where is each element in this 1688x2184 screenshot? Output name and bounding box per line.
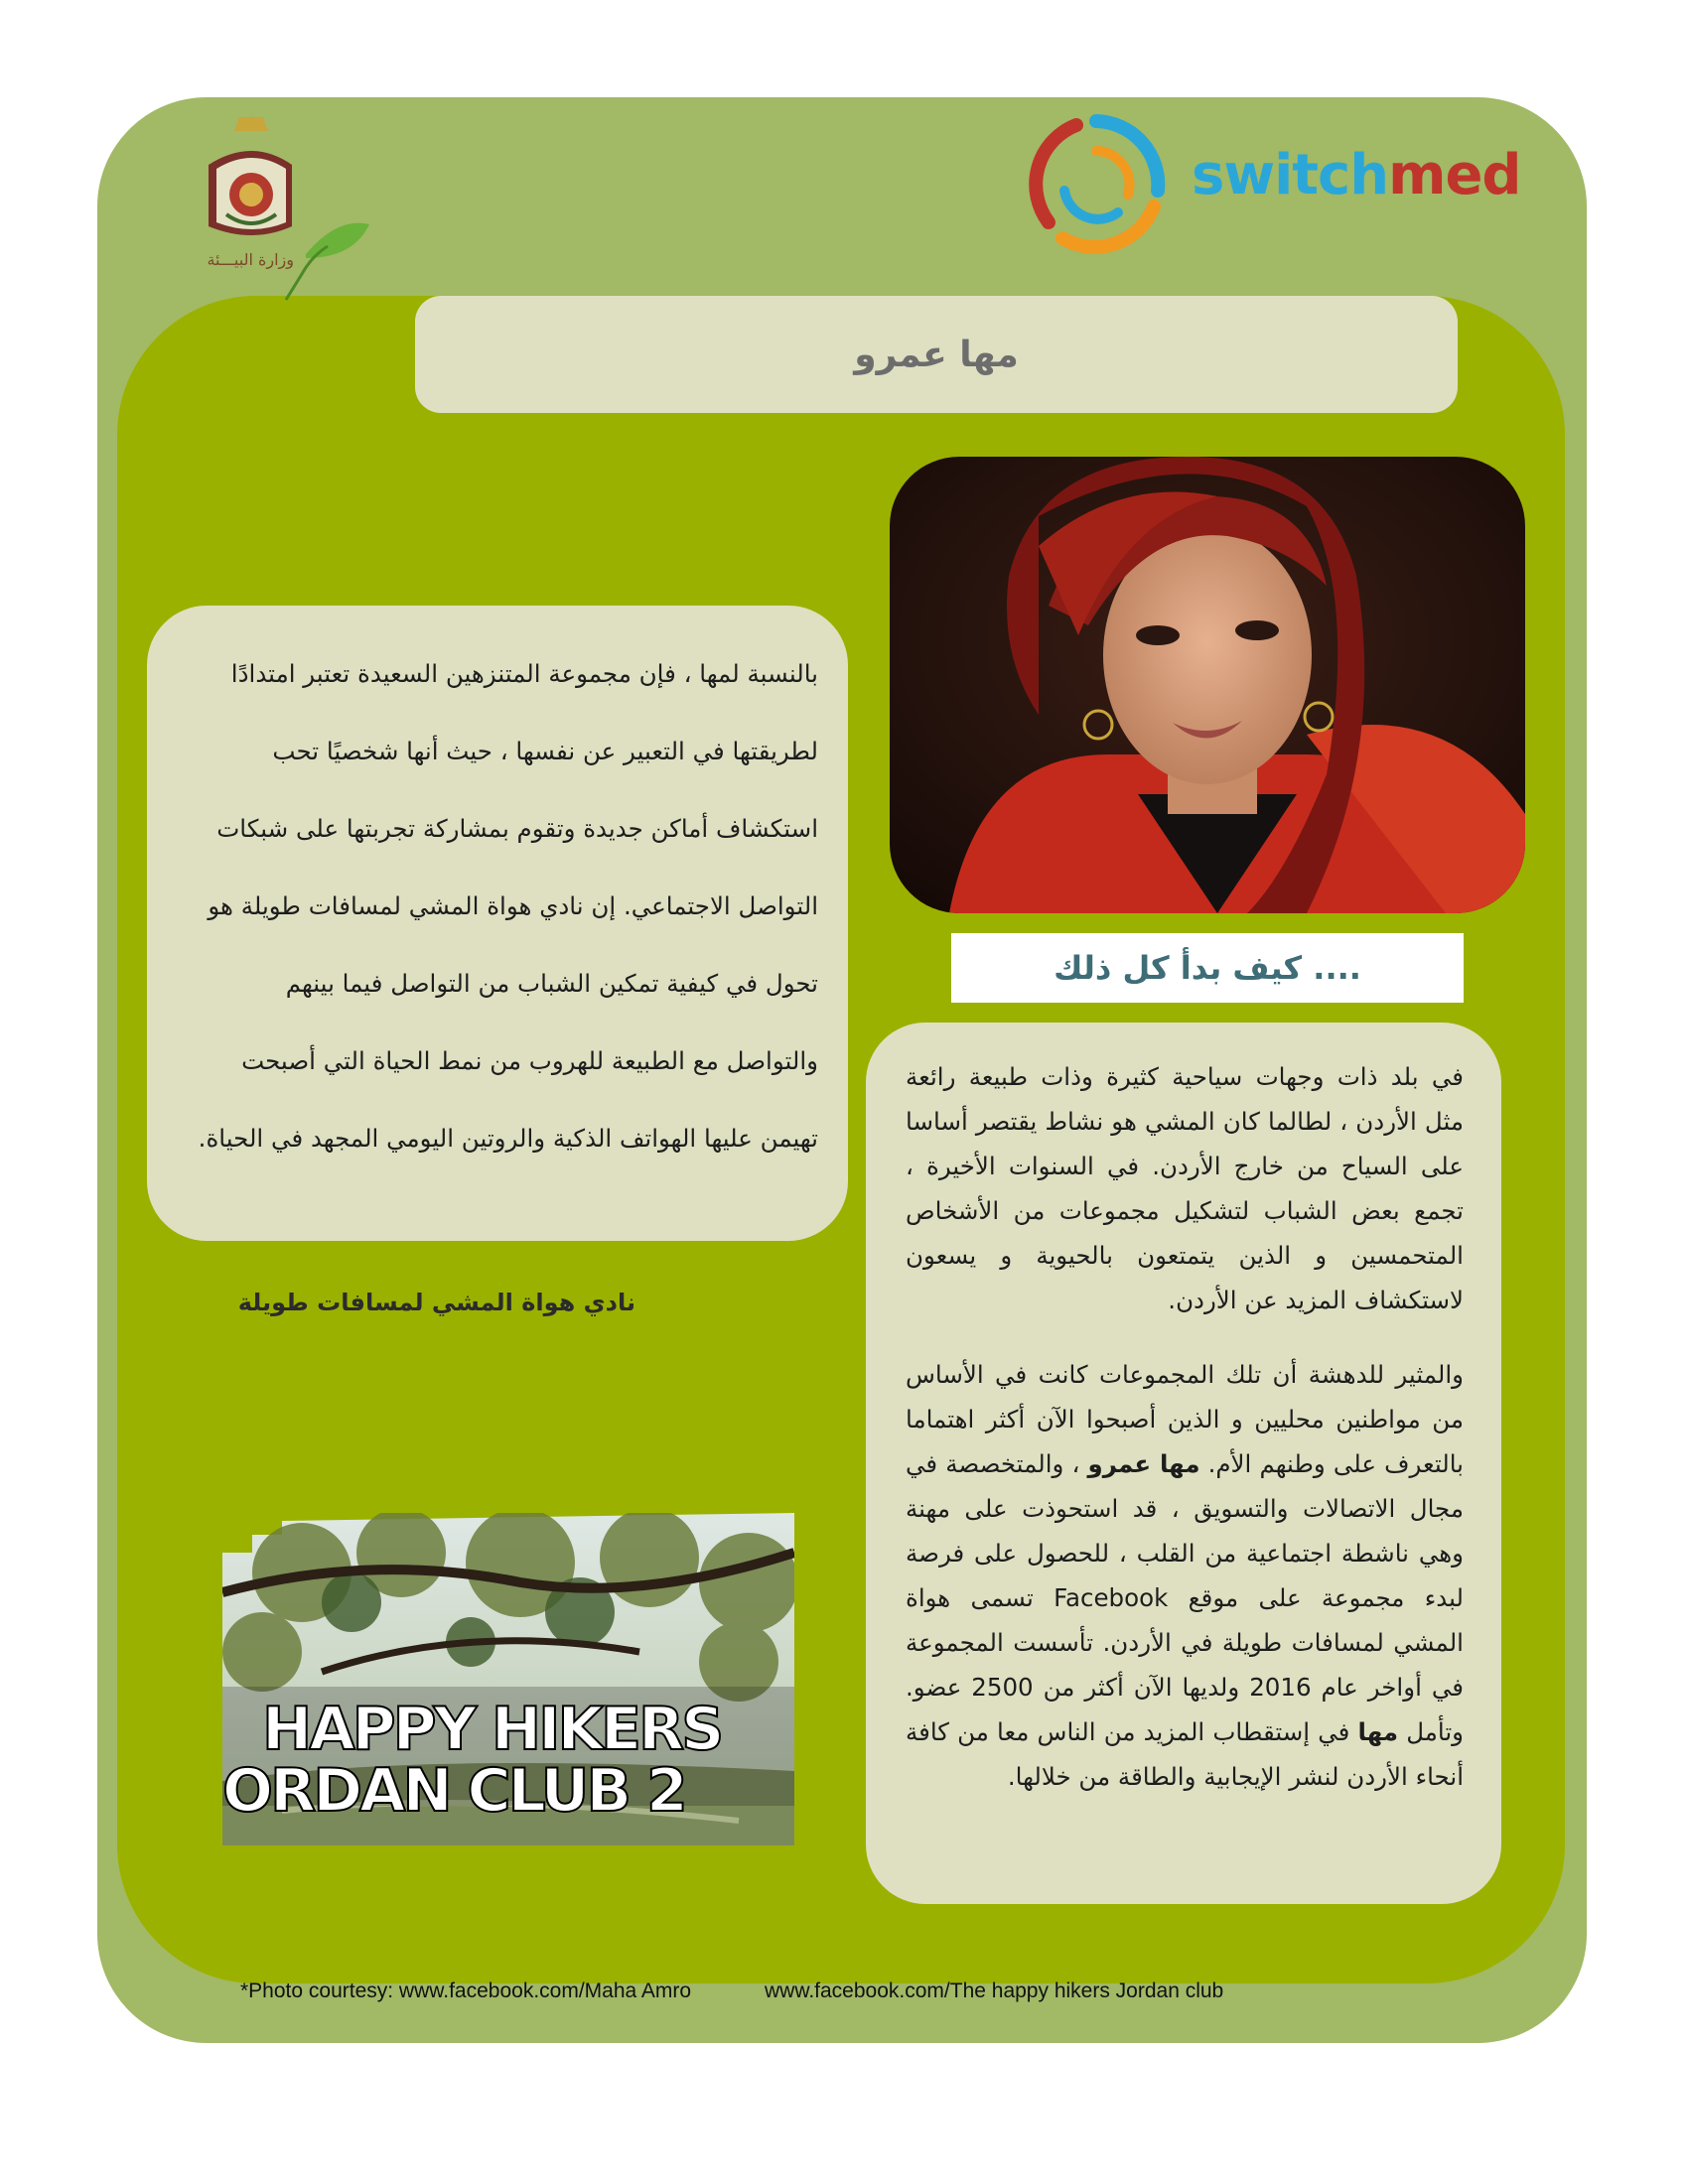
subheading-box xyxy=(951,933,1464,1003)
portrait-photo xyxy=(890,457,1525,913)
right-paragraph-2 xyxy=(906,1352,1464,1799)
right-paragraph-2-name1: مها عمرو xyxy=(1087,1449,1200,1478)
hikers-photo xyxy=(222,1513,794,1845)
right-paragraph-2-part2: ، والمتخصصة في مجال الاتصالات والتسويق ، قد استحوذت على مهنة وهي ناشطة اجتماعية من القلب ، للحصول على فرصة لبدء مجموعة على موقع Facebook تسمى هواة المشي لمسافات طويلة في الأردن. تأسست المجموعة في أواخر عام 2016 ولديها الآن أكثر من 2500 عضو. وتأمل xyxy=(906,1449,1464,1746)
switchmed-logo xyxy=(1023,111,1539,258)
page-title: مها عمرو xyxy=(854,334,1019,375)
right-paragraph-1: في بلد ذات وجهات سياحية كثيرة وذات طبيعة رائعة مثل الأردن ، لطالما كان المشي هو نشاط يقتصر أساسا على السياح من خارج الأردن. في السنوات الأخيرة ، تجمع بعض الشباب لتشكيل مجموعات من الأشخاص المتحمسين و الذين يتمتعون بالحيوية و يسعون لاستكشاف المزيد عن الأردن. xyxy=(906,1062,1464,1314)
switchmed-logo-med: med xyxy=(1388,143,1521,207)
footer-club-link: www.facebook.com/The happy hikers Jordan club xyxy=(765,1979,1224,2002)
right-paragraph-2-part3: في إستقطاب المزيد من الناس معا من كافة أنحاء الأردن لنشر الإيجابية والطاقة من خلالها. xyxy=(906,1717,1464,1791)
left-text-panel xyxy=(147,606,848,1241)
switchmed-swirl-icon xyxy=(1023,111,1170,258)
right-text-panel xyxy=(866,1023,1501,1904)
portrait-image xyxy=(890,457,1525,913)
left-paragraph: بالنسبة لمها ، فإن مجموعة المتنزهين السعيدة تعتبر امتدادًا لطريقتها في التعبير عن نفسها ، حيث أنها شخصيًا تحب استكشاف أماكن جديدة وتقوم بمشاركة تجربتها على شبكات التواصل الاجتماعي. إن نادي هواة المشي لمسافات طويلة هو تحول في كيفية تمكين الشباب من التواصل فيما بينهم والتواصل مع الطبيعة للهروب من نمط الحياة التي أصبحت تهيمن عليها الهواتف الذكية والروتين اليومي المجهد في الحياة. xyxy=(198,659,818,1153)
right-paragraph-2-name2: مها xyxy=(1357,1717,1399,1746)
subheading: كيف بدأ كل ذلك .... xyxy=(1054,949,1361,987)
hikers-text-line2: ORDAN CLUB 2 xyxy=(222,1756,685,1826)
coat-of-arms-icon xyxy=(189,107,397,306)
ministry-logo-text: وزارة البيـــئة xyxy=(207,250,294,269)
switchmed-logo-switch: switch xyxy=(1192,143,1389,207)
title-banner xyxy=(415,296,1458,413)
footer-photo-credit: *Photo courtesy: www.facebook.com/Maha Amro xyxy=(240,1979,692,2002)
ministry-logo xyxy=(189,107,397,306)
hikers-club-image xyxy=(222,1513,794,1845)
hikers-text-line1: HAPPY HIKERS xyxy=(262,1695,722,1764)
right-paragraph-2-part1: والمثير للدهشة أن تلك المجموعات كانت في الأساس من مواطنين محليين و الذين أصبحوا الآن أكثر اهتماما بالتعرف على وطنهم الأم. xyxy=(906,1360,1465,1478)
hikers-caption: نادي هواة المشي لمسافات طويلة xyxy=(237,1289,635,1316)
